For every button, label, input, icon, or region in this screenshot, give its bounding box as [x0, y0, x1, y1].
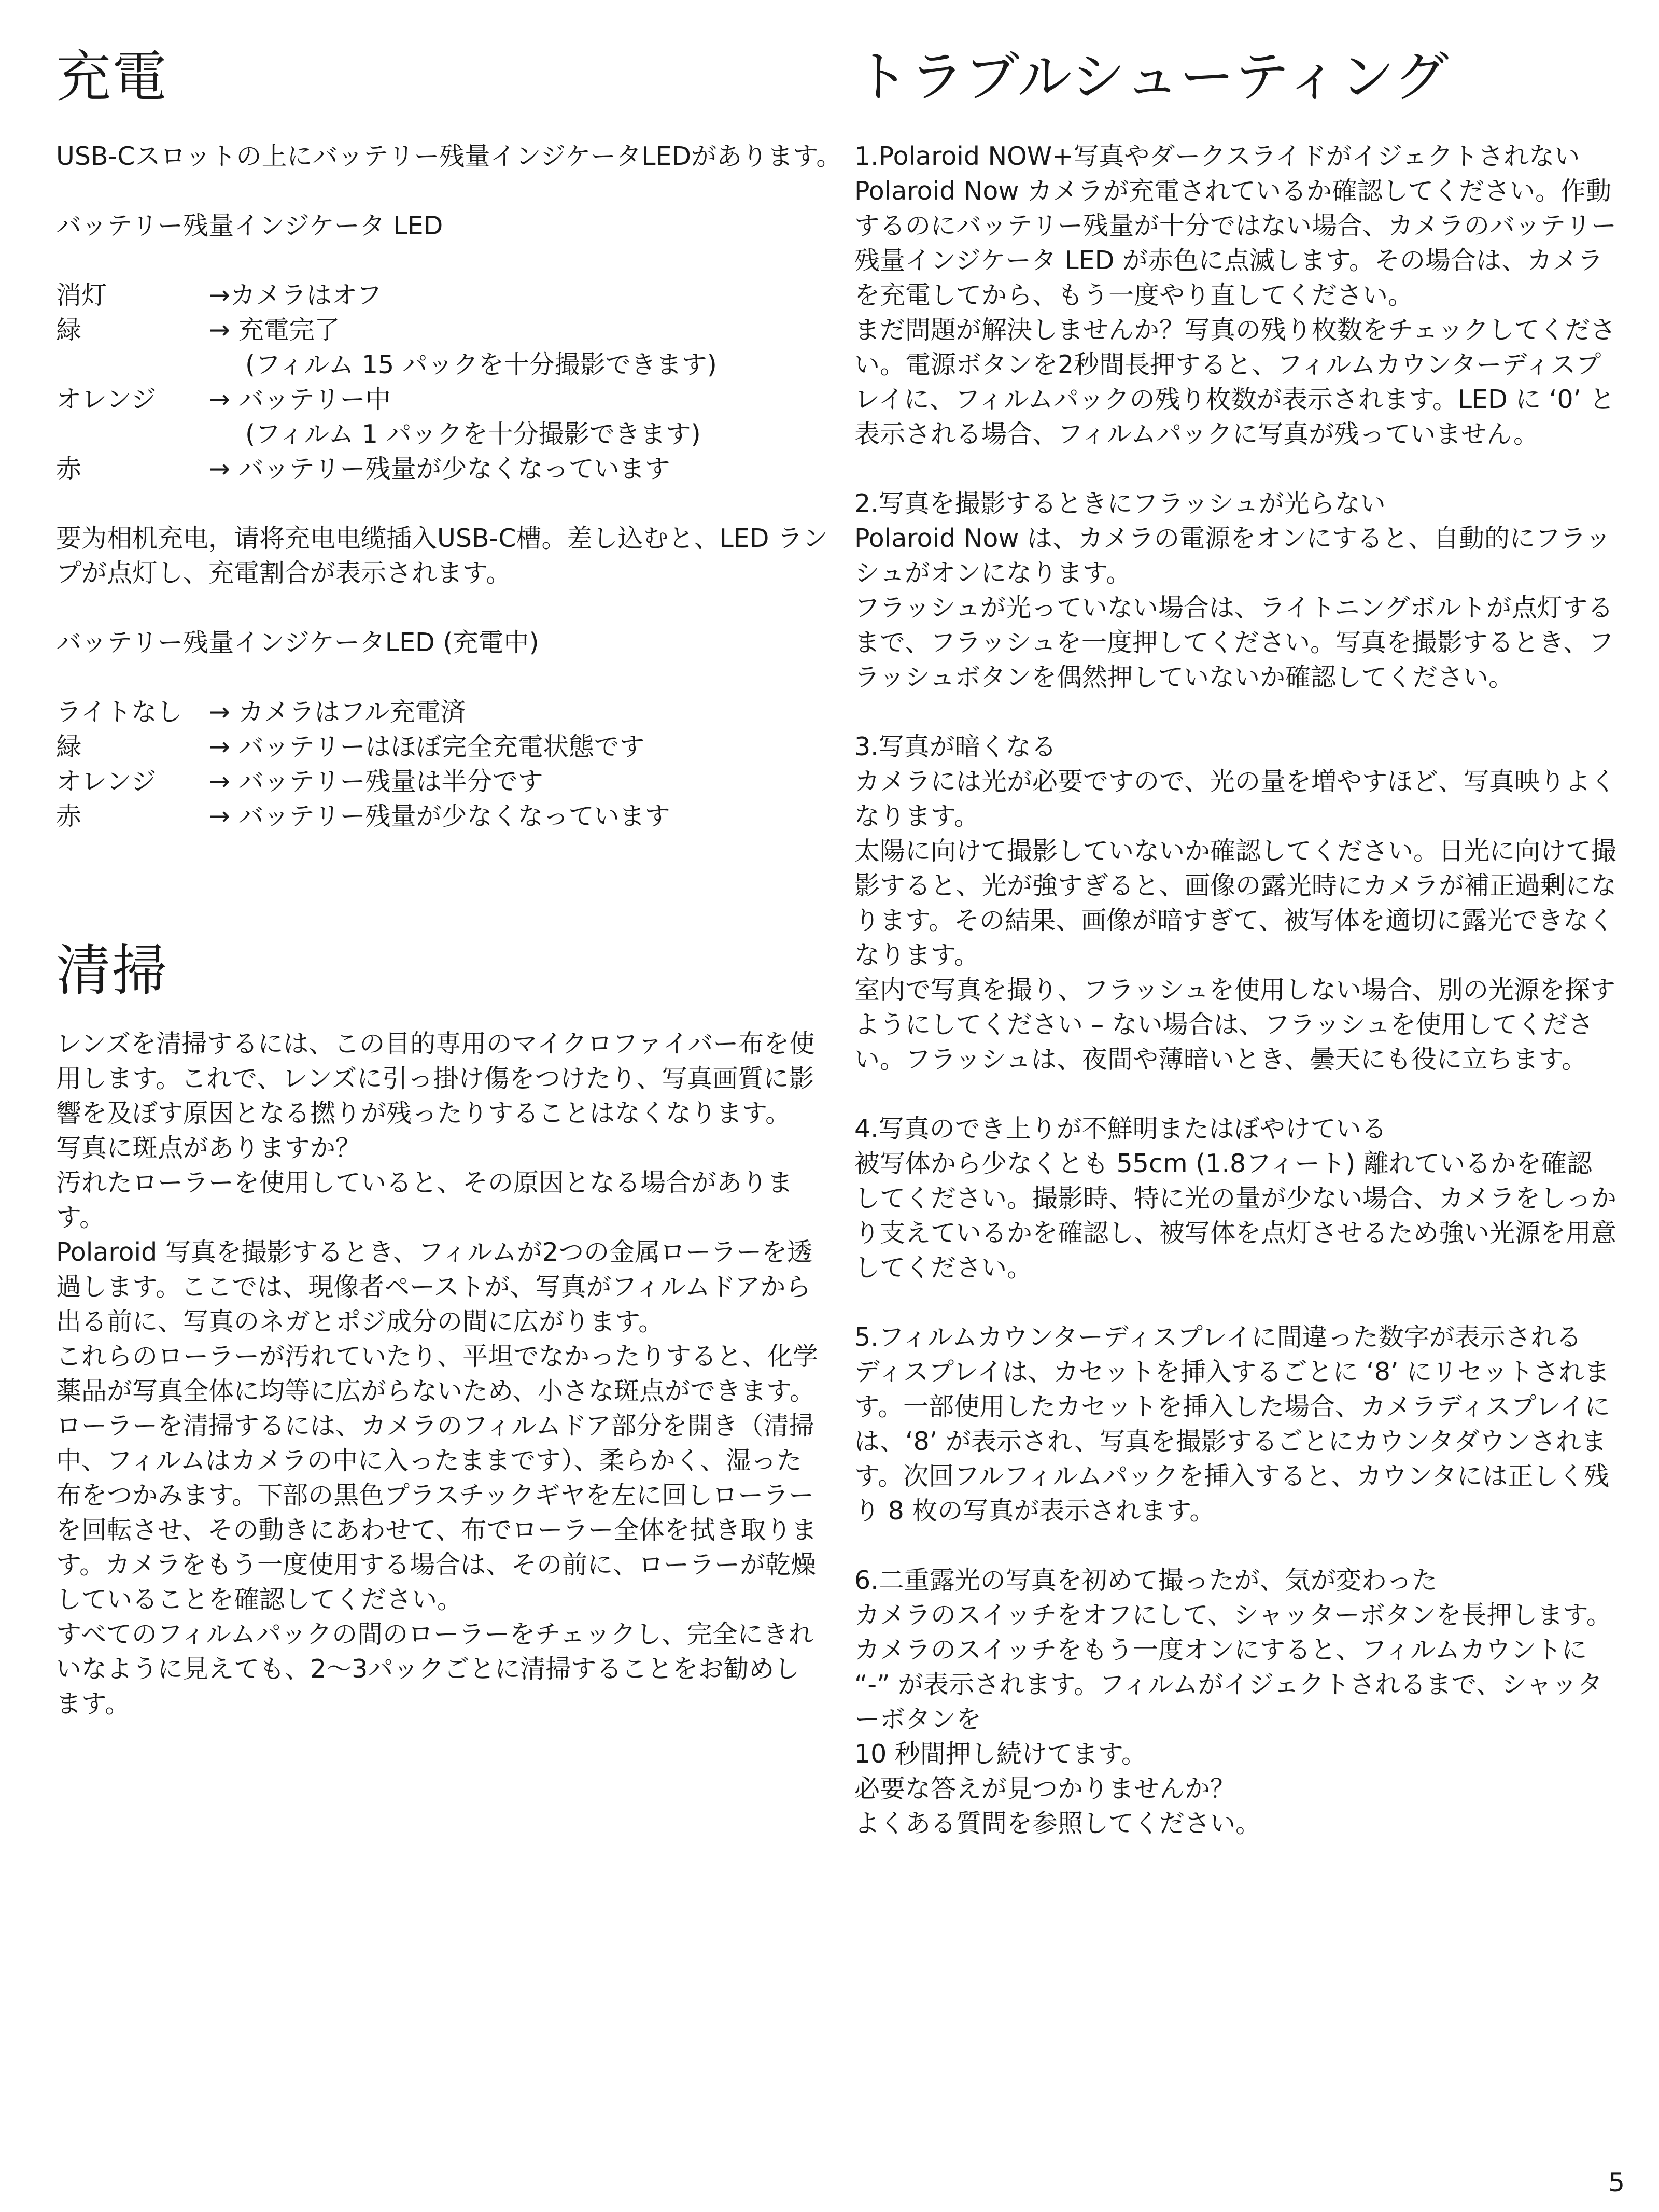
item-heading: 3.写真が暗くなる — [854, 732, 1057, 762]
table-row — [56, 764, 834, 799]
state-meaning: → バッテリー中 — [209, 385, 391, 414]
item-body: カメラのスイッチをオフにして、シャッターボタンを長押します。カメラのスイッチをもう一度オンにすると、フィルムカウントに “-” が表示されます。フィルムがイジェクトされるまで、シャッターボタンを 10 秒間押し続けてます。 — [854, 1600, 1612, 1769]
troubleshooting-item-2 — [854, 486, 1616, 695]
table-row — [56, 278, 834, 313]
page-number: 5 — [1608, 2167, 1625, 2197]
troubleshooting-item-4 — [854, 1111, 1616, 1285]
item-heading: 1.Polaroid NOW+写真やダークスライドがイジェクトされない — [854, 142, 1580, 171]
footer-answer: よくある質問を参照してください。 — [854, 1809, 1261, 1838]
item-heading: 2.写真を撮影するときにフラッシュが光らない — [854, 489, 1386, 518]
item-body: ディスプレイは、カセットを挿入するごとに ‘8’ にリセットされます。一部使用したカセットを挿入した場合、カメラディスプレイには、‘8’ が表示され、写真を撮影するごとにカウンタダウンされます。次回フルフィルムパックを挿入すると、カウンタには正しく残り 8 枚の写真が表示されます。 — [854, 1357, 1610, 1526]
state-meaning: → バッテリー残量が少なくなっています — [209, 801, 670, 831]
state-label: ライトなし — [56, 697, 182, 727]
table-row — [56, 729, 834, 764]
state-label: 赤 — [56, 454, 82, 484]
item-heading: 5.フィルムカウンターディスプレイに間違った数字が表示される — [854, 1322, 1582, 1352]
state-meaning: → カメラはフル充電済 — [209, 697, 466, 727]
troubleshooting-item-6 — [854, 1563, 1616, 1771]
charging-title: 充電 — [56, 45, 168, 109]
charge-instructions: 要为相机充电，请将充电电缆插入USB-C槽。差し込むと、LED ランプが点灯し、充電割合が表示されます。 — [56, 524, 828, 588]
cleaning-title: 清掃 — [56, 939, 168, 1003]
troubleshooting-footer — [854, 1771, 1616, 1841]
charging-indicator-label: バッテリー残量インジケータLED (充電中) — [56, 628, 539, 657]
item-heading: 4.写真のでき上りが不鮮明またはぼやけている — [854, 1114, 1387, 1144]
state-label: オレンジ — [56, 385, 157, 414]
charging-states-table — [56, 695, 834, 834]
troubleshooting-title: トラブルシューティング — [854, 45, 1449, 109]
item-body: Polaroid Now は、カメラの電源をオンにすると、自動的にフラッシュがオンになります。 フラッシュが光っていない場合は、ライトニングボルトが点灯するまで、フラッシュを一度押してください。写真を撮影するとき、フラッシュボタンを偶然押していないか確認してください。 — [854, 524, 1614, 692]
footer-question: 必要な答えが見つかりませんか？ — [854, 1774, 1236, 1804]
table-row — [56, 799, 834, 834]
state-label: 消灯 — [56, 280, 107, 310]
state-meaning: → 充電完了 — [209, 315, 340, 345]
cleaning-body: レンズを清掃するには、この目的専用のマイクロファイバー布を使用します。これで、レンズに引っ掛け傷をつけたり、写真画質に影響を及ぼす原因となる撚りが残ったりすることはなくなります。 写真に斑点がありますか？ 汚れたローラーを使用していると、その原因となる場合があります。 Polaroid 写真を撮影するとき、フィルムが2つの金属ローラーを透過します。ここでは、現像者ペーストが、写真がフィルムドアから出る前に、写真のネガとポジ成分の間に広がります。 これらのローラーが汚れていたり、平坦でなかったりすると、化学薬品が写真全体に均等に広がらないため、小さな斑点ができます。ローラーを清掃するには、カメラのフィルムドア部分を開き（清掃中、フィルムはカメラの中に入ったままです）、柔らかく、湿った布をつかみます。下部の黒色プラスチックギヤを左に回しローラーを回転させ、その動きにあわせて、布でローラー全体を拭き取ります。カメラをもう一度使用する場合は、その前に、ローラーが乾燥していることを確認してください。 すべてのフィルムパックの間のローラーをチェックし、完全にきれいなように見えても、2〜3パックごとに清掃することをお勧めします。 — [56, 1029, 819, 1718]
item-heading: 6.二重露光の写真を初めて撮ったが、気が変わった — [854, 1566, 1438, 1595]
table-row — [56, 452, 834, 486]
state-note: (フィルム 1 パックを十分撮影できます) — [245, 419, 701, 449]
table-row — [56, 695, 834, 729]
state-label: オレンジ — [56, 767, 157, 796]
troubleshooting-item-3 — [854, 729, 1616, 1077]
indicator-label: バッテリー残量インジケータ LED — [56, 211, 443, 241]
state-meaning: → バッテリーはほぼ完全充電状態です — [209, 732, 645, 762]
indicator-states-table — [56, 278, 834, 486]
item-body: 被写体から少なくとも 55cm (1.8フィート) 離れているかを確認してください。撮影時、特に光の量が少ない場合、カメラをしっかり支えているかを確認し、被写体を点灯させるため強い光源を用意してください。 — [854, 1149, 1617, 1283]
state-meaning: → バッテリー残量は半分です — [209, 767, 543, 796]
state-label: 赤 — [56, 801, 82, 831]
state-label: 緑 — [56, 732, 82, 762]
table-row — [56, 382, 834, 417]
item-body: カメラには光が必要ですので、光の量を増やすほど、写真映りよくなります。 太陽に向けて撮影していないか確認してください。日光に向けて撮影すると、光が強すぎると、画像の露光時にカメラが補正過剰になります。その結果、画像が暗すぎて、被写体を適切に露光できなくなります。 室内で写真を撮り、フラッシュを使用しない場合、別の光源を探すようにしてください – ない場合は、フラッシュを使用してください。フラッシュは、夜間や薄暗いとき、曇天にも役に立ちます。 — [854, 767, 1617, 1074]
state-meaning: → バッテリー残量が少なくなっています — [209, 454, 670, 484]
troubleshooting-item-5 — [854, 1320, 1616, 1528]
state-label: 緑 — [56, 315, 82, 345]
table-row — [56, 313, 834, 347]
state-note: (フィルム 15 パックを十分撮影できます) — [245, 350, 717, 379]
item-body: Polaroid Now カメラが充電されているか確認してください。作動するのにバッテリー残量が十分ではない場合、カメラのバッテリー残量インジケータ LED が赤色に点滅します。その場合は、カメラを充電してから、もう一度やり直してください。 まだ問題が解決しませんか？写真の残り枚数をチェックしてください。電源ボタンを2秒間長押すると、フィルムカウンターディスプレイに、フィルムパックの残り枚数が表示されます。LED に ‘0’ と表示される場合、フィルムパックに写真が残っていません。 — [854, 176, 1617, 449]
state-meaning: →カメラはオフ — [209, 280, 382, 310]
troubleshooting-item-1 — [854, 139, 1616, 452]
charging-intro: USB-Cスロットの上にバッテリー残量インジケータLEDがあります。 — [56, 142, 842, 171]
